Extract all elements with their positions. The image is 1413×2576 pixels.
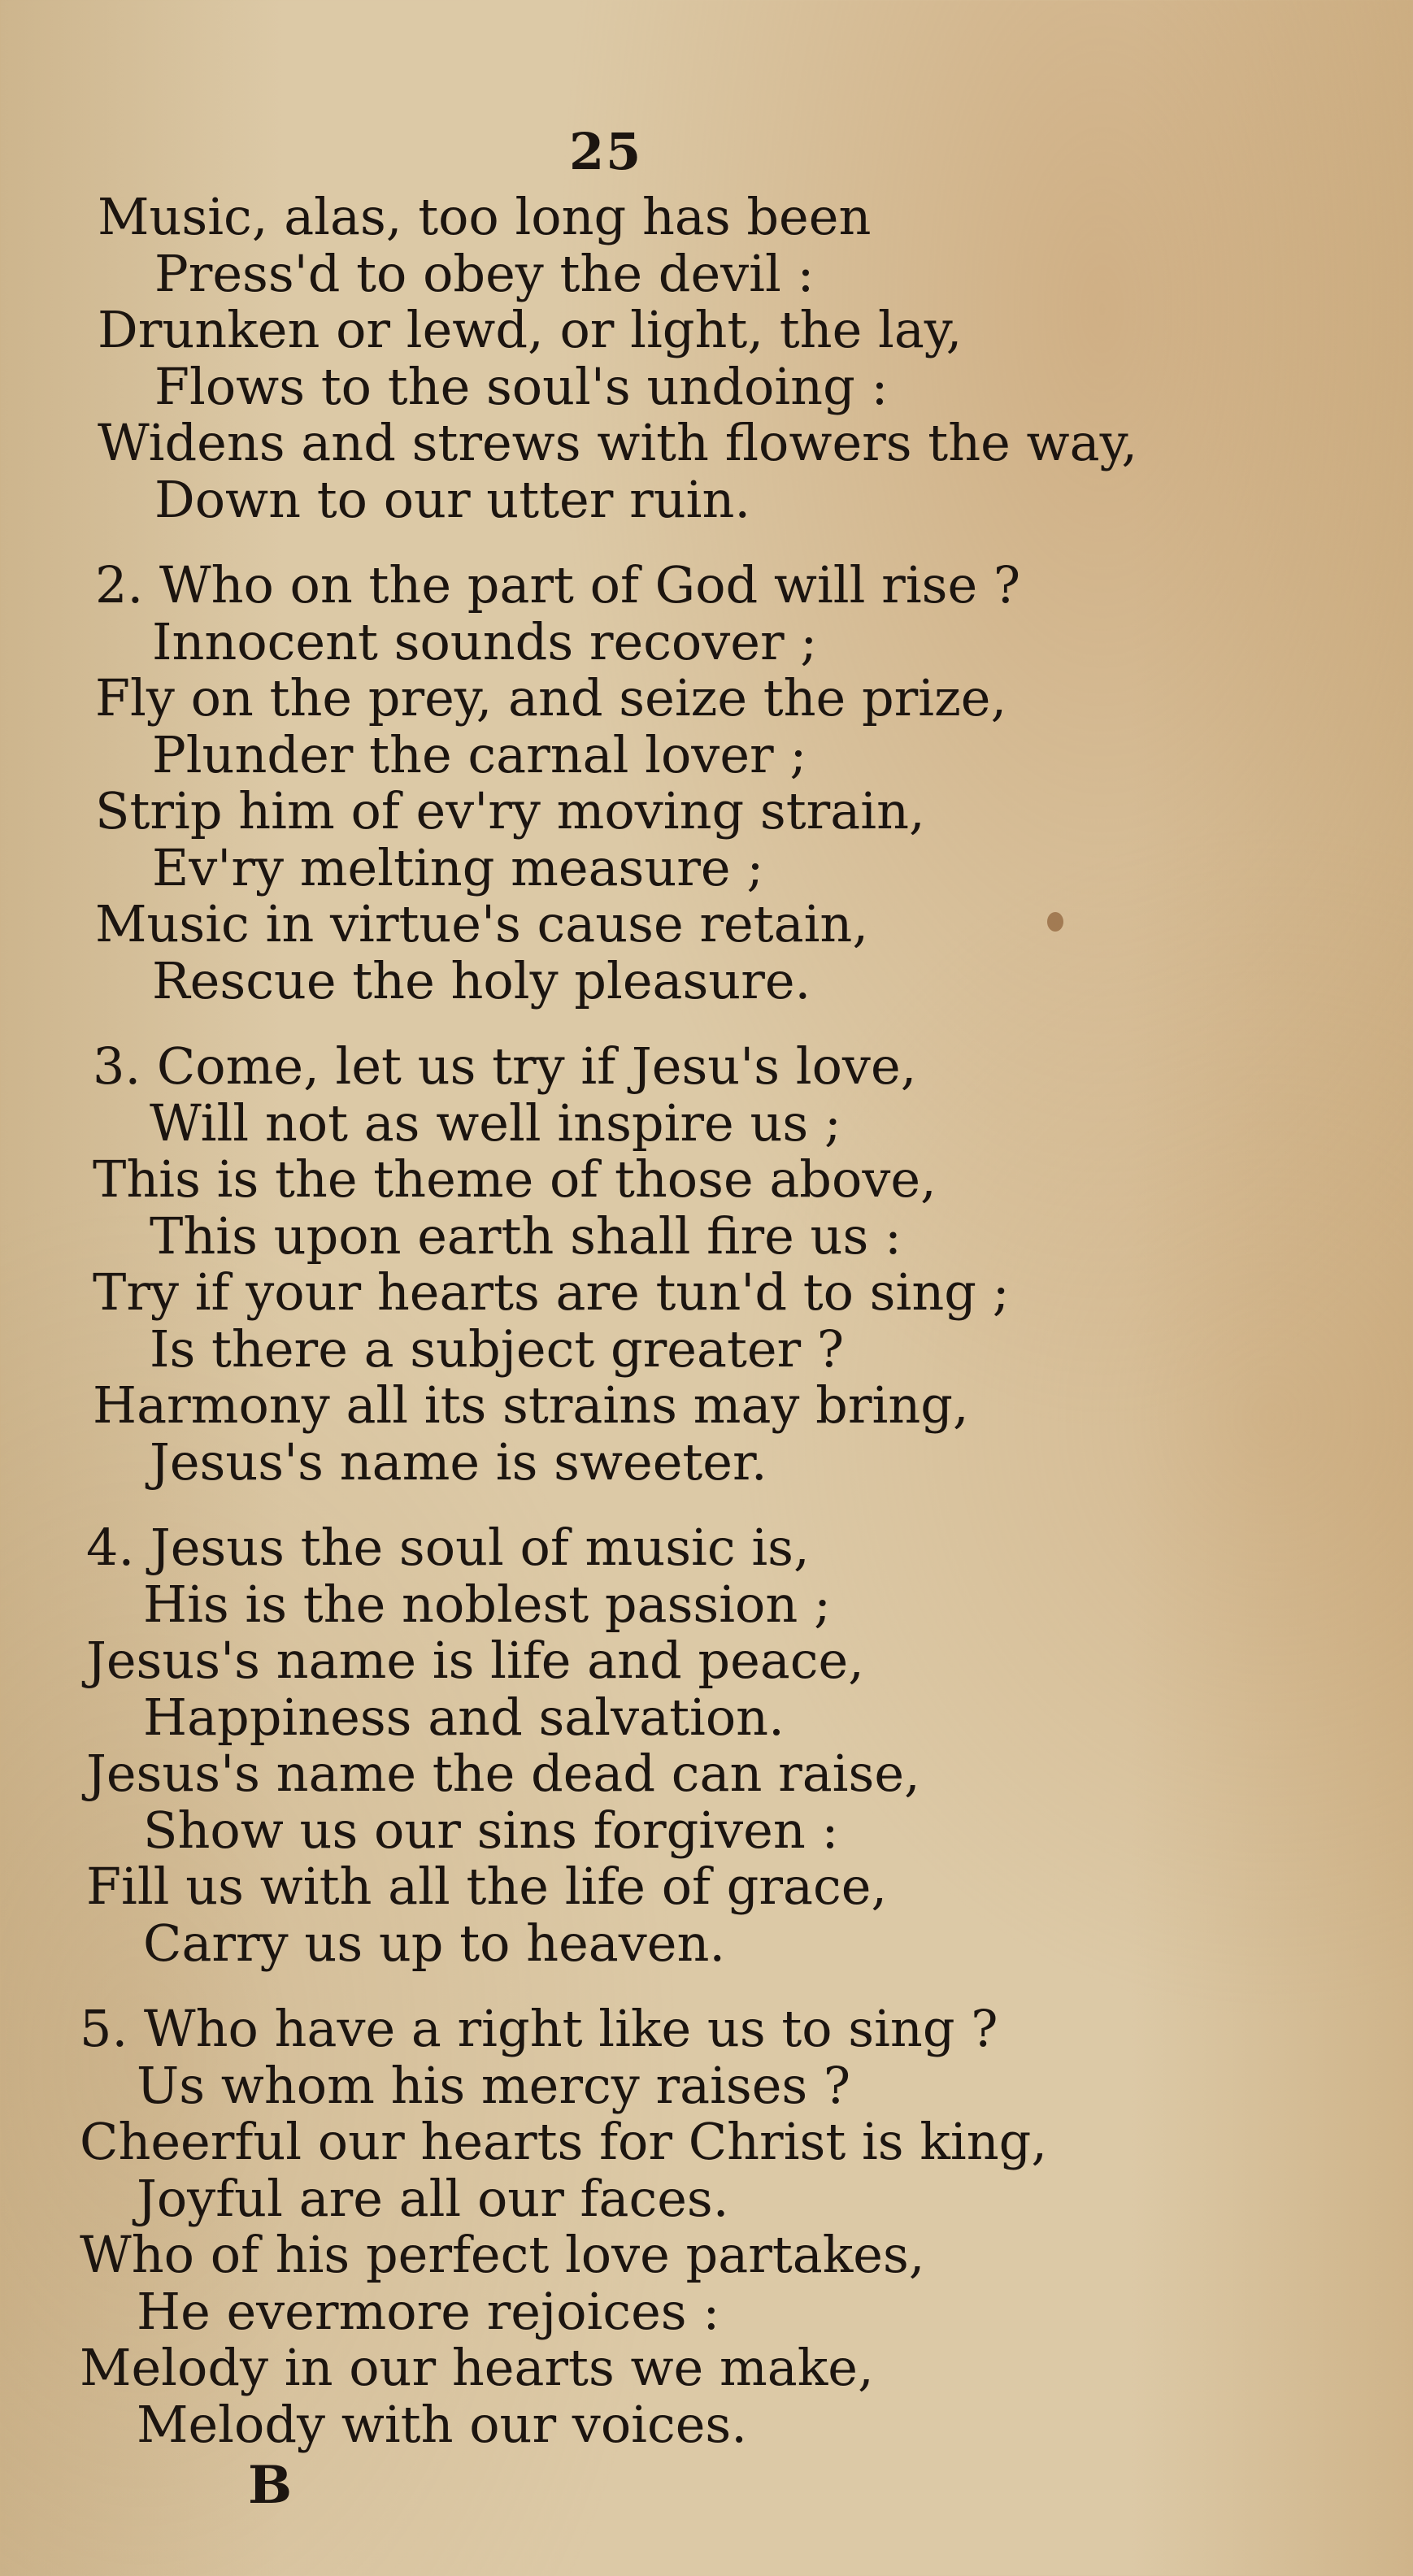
stanza-line: Ev'ry melting measure ; xyxy=(152,837,764,897)
stanza-line: Will not as well inspire us ; xyxy=(150,1093,841,1153)
signature-mark: B xyxy=(248,2455,293,2516)
stanza-line: Melody with our voices. xyxy=(137,2394,747,2454)
stanza-line: Happiness and salvation. xyxy=(143,1687,785,1747)
stanza-line: Joyful are all our faces. xyxy=(137,2168,729,2228)
stanza-line: Flows to the soul's undoing : xyxy=(154,356,889,416)
stanza-line: Innocent sounds recover ; xyxy=(152,611,818,671)
stanza-line: Music in virtue's cause retain, xyxy=(95,894,869,954)
stanza-line: Jesus's name the dead can raise, xyxy=(86,1744,920,1803)
stanza-line: Try if your hearts are tun'd to sing ; xyxy=(93,1262,1010,1322)
stanza-line: Press'd to obey the devil : xyxy=(154,243,815,303)
stanza-line: Who of his perfect love partakes, xyxy=(80,2225,925,2284)
stanza-1 xyxy=(98,189,1413,528)
stanza-line: 3. Come, let us try if Jesu's love, xyxy=(93,1036,917,1096)
page-number: 25 xyxy=(569,122,643,181)
stanza-line: Strip him of ev'ry moving strain, xyxy=(95,781,925,841)
stanza-line: Melody in our hearts we make, xyxy=(80,2338,874,2397)
stanza-line: 2. Who on the part of God will rise ? xyxy=(95,555,1021,615)
stanzas xyxy=(0,189,1413,2452)
stanza-line: His is the noblest passion ; xyxy=(143,1574,831,1634)
stanza-line: Widens and strews with flowers the way, xyxy=(98,413,1138,472)
stanza-line: Cheerful our hearts for Christ is king, xyxy=(80,2112,1048,2171)
stanza-line: This is the theme of those above, xyxy=(93,1149,937,1209)
stanza-line: He evermore rejoices : xyxy=(137,2281,720,2341)
stanza-3 xyxy=(93,1038,1413,1490)
stanza-line: Us whom his mercy raises ? xyxy=(137,2055,851,2115)
stanza-line: Down to our utter ruin. xyxy=(154,469,751,529)
stanza-line: Music, alas, too long has been xyxy=(98,187,872,246)
stanza-line: Jesus's name is life and peace, xyxy=(86,1631,864,1690)
stanza-line: Is there a subject greater ? xyxy=(150,1318,845,1379)
stanza-line: Plunder the carnal lover ; xyxy=(152,724,807,784)
stanza-line: Fly on the prey, and seize the prize, xyxy=(95,668,1007,728)
stanza-line: Drunken or lewd, or light, the lay, xyxy=(98,300,963,359)
stanza-line: Rescue the holy pleasure. xyxy=(152,950,811,1010)
stanza-5 xyxy=(80,2000,1413,2452)
stanza-line: Carry us up to heaven. xyxy=(143,1913,726,1973)
stanza-line: Fill us with all the life of grace, xyxy=(86,1857,888,1916)
stanza-line: Jesus's name is sweeter. xyxy=(150,1431,767,1492)
stanza-line: Harmony all its strains may bring, xyxy=(93,1375,969,1435)
stanza-line: 4. Jesus the soul of music is, xyxy=(86,1518,810,1577)
stanza-4 xyxy=(86,1519,1413,1971)
stanza-line: 5. Who have a right like us to sing ? xyxy=(80,1999,998,2058)
stanza-line: Show us our sins forgiven : xyxy=(143,1800,839,1860)
stanza-line: This upon earth shall fire us : xyxy=(150,1205,902,1266)
stanza-2 xyxy=(95,557,1413,1009)
